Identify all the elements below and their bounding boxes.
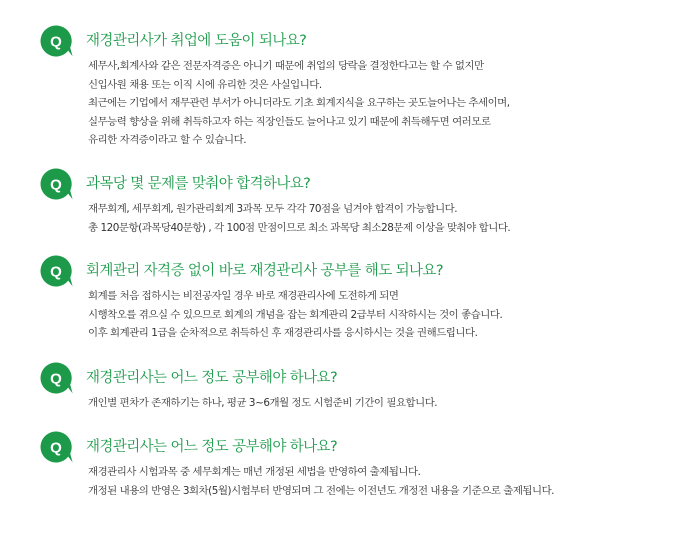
q-badge-icon [39, 430, 73, 464]
answer-line: 세무사,회계사와 같은 전문자격증은 아니기 때문에 취업의 당락을 결정한다고는 할 수 없지만 [88, 60, 484, 72]
q-badge-icon [39, 167, 73, 201]
answer-line: 총 120문항(과목당40문항) , 각 100점 만점이므로 최소 과목당 최소28문제 이상을 맞춰야 합니다. [88, 221, 511, 234]
answer-line: 시행착오를 겪으실 수 있으므로 회계의 개념을 잡는 회계관리 2급부터 시작하시는 것이 좋습니다. [88, 308, 503, 321]
answer-line: 회계를 처음 접하시는 비전공자일 경우 바로 재경관리사에 도전하게 되면 [88, 290, 399, 302]
faq-answer [88, 200, 510, 237]
answer-line: 신입사원 채용 또는 이직 시에 유리한 것은 사실입니다. [88, 78, 322, 91]
answer-line: 개정된 내용의 반영은 3회차(5월)시험부터 반영되며 그 전에는 이전년도 개정전 내용을 기준으로 출제됩니다. [88, 484, 555, 497]
q-badge-letter: Q [50, 176, 62, 194]
faq-question: 재경관리사가 취업에 도움이 되나요? [86, 33, 307, 49]
q-badge-letter: Q [50, 263, 62, 281]
faq-question: 재경관리사는 어느 정도 공부해야 하나요? [86, 439, 338, 455]
answer-line: 실무능력 향상을 위해 취득하고자 하는 직장인들도 늘어나고 있기 때문에 취득해두면 여러모로 [88, 115, 491, 128]
answer-line: 최근에는 기업에서 재무관련 부서가 아니더라도 기초 회계지식을 요구하는 곳도늘어나는 추세이며, [88, 97, 510, 110]
answer-line: 재경관리사 시험과목 중 세무회계는 매년 개정된 세법을 반영하여 출제됩니다. [88, 466, 421, 478]
q-badge-icon [39, 361, 73, 395]
answer-line: 유리한 자격증이라고 할 수 있습니다. [88, 134, 247, 147]
answer-line: 재무회계, 세무회계, 원가관리회계 3과목 모두 각각 70점을 넘겨야 합격이 가능합니다. [88, 203, 458, 215]
faq-question: 과목당 몇 문제를 맞춰야 합격하나요? [86, 176, 311, 192]
q-badge-letter: Q [50, 439, 62, 457]
q-badge-icon [39, 24, 73, 58]
q-badge-letter: Q [50, 33, 62, 51]
faq-answer [88, 57, 510, 150]
q-badge-icon [39, 254, 73, 288]
faq-question: 재경관리사는 어느 정도 공부해야 하나요? [86, 370, 338, 386]
answer-line: 이후 회계관리 1급을 순차적으로 취득하신 후 재경관리사를 응시하시는 것을 권해드립니다. [88, 327, 478, 340]
q-badge-letter: Q [50, 370, 62, 388]
faq-answer [88, 463, 554, 500]
faq-answer [88, 394, 437, 413]
faq-answer [88, 287, 502, 343]
answer-line: 개인별 편차가 존재하기는 하나, 평균 3~6개월 정도 시험준비 기간이 필요합니다. [88, 397, 438, 409]
faq-question: 회계관리 자격증 없이 바로 재경관리사 공부를 해도 되나요? [86, 263, 443, 279]
